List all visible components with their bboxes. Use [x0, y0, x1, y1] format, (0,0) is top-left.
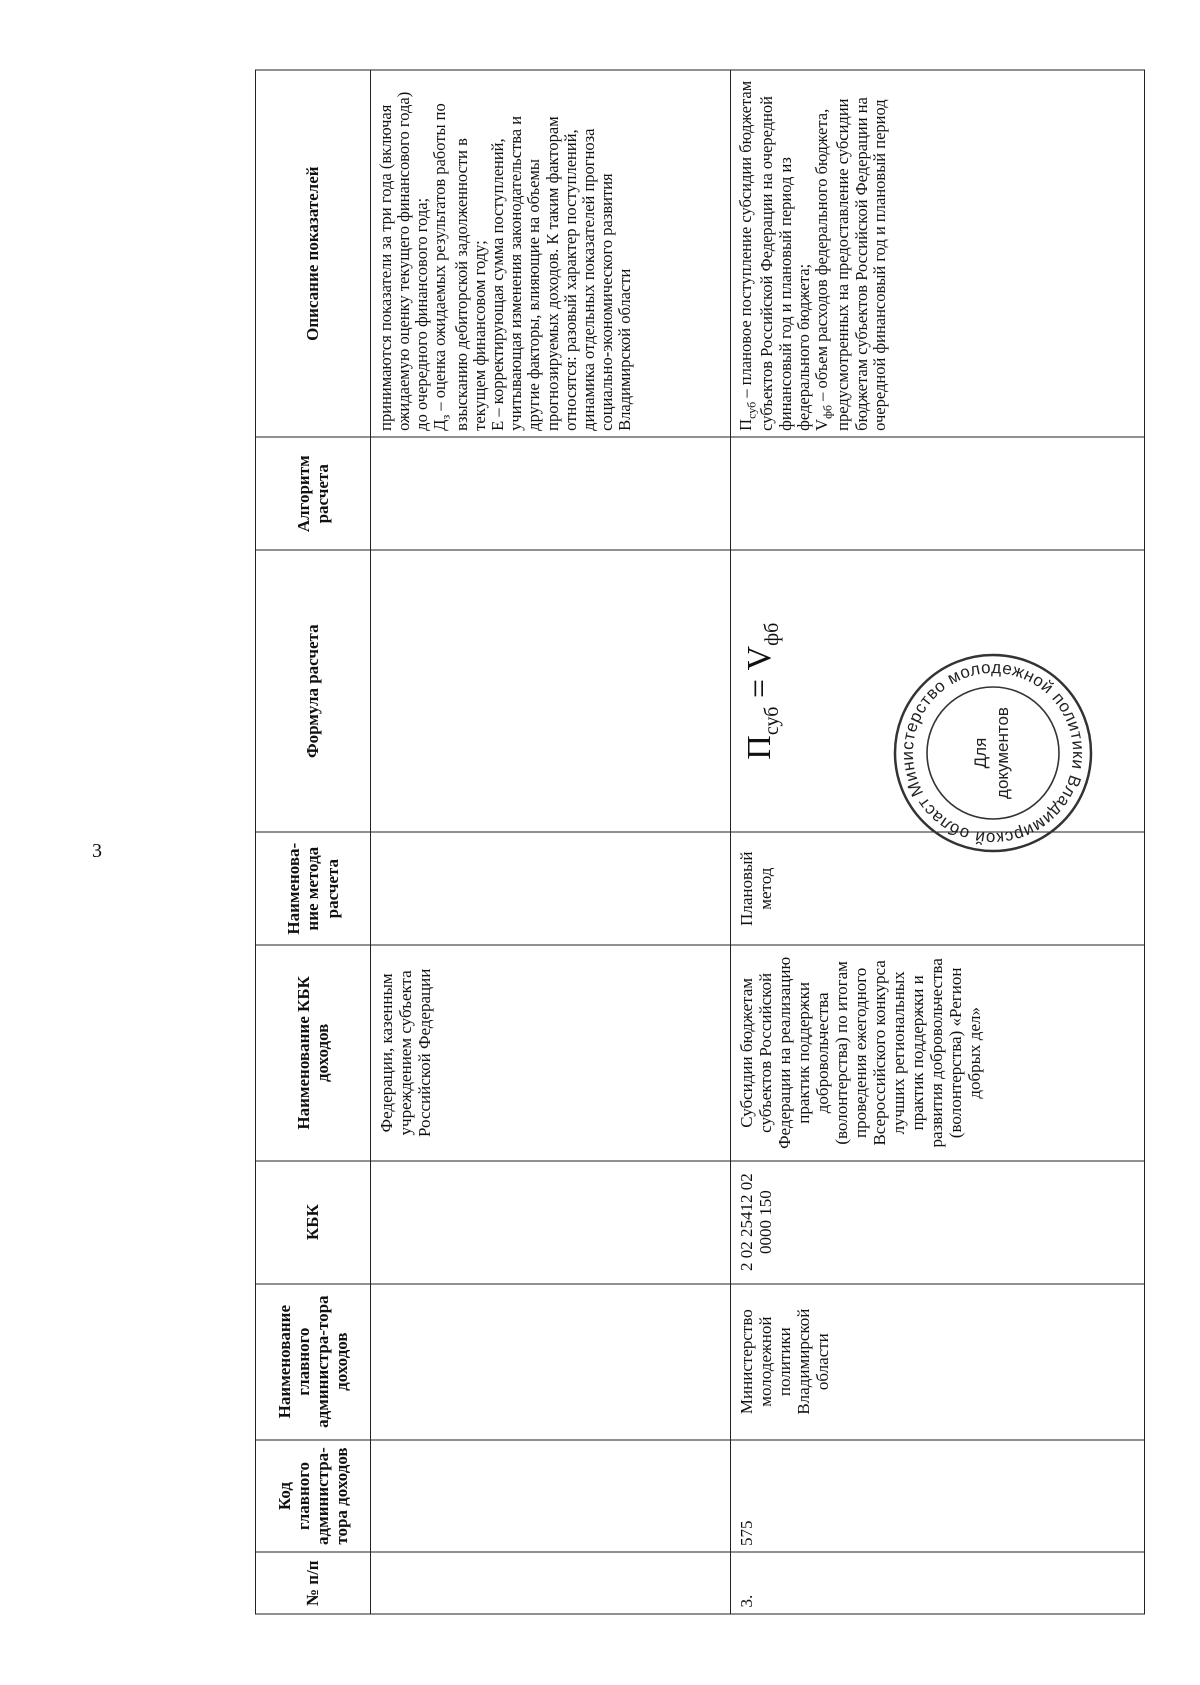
row1-algorithm [371, 437, 731, 550]
page-number: 3 [92, 840, 102, 862]
stamp-center-line2: документов [993, 707, 1012, 799]
row2-code: 575 [731, 1440, 1145, 1553]
formula-right-sub: фб [760, 622, 783, 646]
row2-desc-v-sub: фб [820, 405, 835, 419]
row1-num [371, 1552, 731, 1614]
row1-description [371, 70, 731, 437]
row2-num: 3. [731, 1552, 1145, 1614]
header-code: Код главного администра-тора доходов [256, 1440, 371, 1553]
row1-desc-part2: – оценка ожидаемых результатов работы по взысканию дебиторской задолженности в текущем финансовом году; [430, 103, 490, 431]
row2-description [731, 70, 1145, 437]
row1-kbk-name: Федерации, казенным учреждением субъекта Российской Федерации [371, 945, 731, 1160]
row1-desc-d: Д [430, 419, 450, 431]
header-kbk: КБК [256, 1161, 371, 1284]
row1-code [371, 1440, 731, 1553]
header-num: № п/п [256, 1552, 371, 1614]
row1-desc-part3: Е – корректирующая сумма поступлений, учитывающая изменения законодательства и другие факторы, влияющие на объемы прогнозируемых доходов. К таким факторам относятся: разовый характер поступлений, динамика отдельных показателей прогноза социально-экономического развития Владимирской области [488, 115, 635, 431]
row2-desc-v: V [811, 418, 831, 431]
table-row [371, 70, 731, 1614]
formula-left-sub: суб [760, 706, 783, 736]
stamp-center-line1: Для [971, 737, 990, 769]
table-header-row [256, 70, 371, 1614]
row1-method-name [371, 832, 731, 945]
row2-admin-name: Министерство молодежной политики Владимирской области [731, 1284, 1145, 1440]
row2-kbk-name: Субсидии бюджетам субъектов Российской Федерации на реализацию практик поддержки добровольчества (волонтерства) по итогам проведения ежегодного Всероссийского конкурса лучших региональных практик поддержки и развития добровольчества (волонтерства) «Регион добрых дел» [731, 945, 1145, 1160]
header-method-name: Наименова-ние метода расчета [256, 832, 371, 945]
row2-desc-p: П [736, 418, 755, 431]
row2-algorithm [731, 437, 1145, 550]
row2-kbk: 2 02 25412 02 0000 150 [731, 1161, 1145, 1284]
row1-desc-part1: принимаются показатели за три года (включая ожидаемую оценку текущего финансового года) до очередного финансового года; [376, 91, 432, 431]
header-admin-name: Наименование главного администра-тора доходов [256, 1284, 371, 1440]
row2-desc-p-sub: суб [744, 401, 759, 419]
row1-desc-d-sub: з [438, 414, 453, 420]
row1-admin-name [371, 1284, 731, 1440]
formula-left: П [741, 735, 778, 760]
stamp-ring-text: Министерство молодежной политики Владимирской области [897, 657, 1089, 849]
header-algorithm: Алгоритм расчета [256, 437, 371, 550]
official-stamp [888, 648, 1098, 858]
row1-kbk [371, 1161, 731, 1284]
row2-desc-part2: – объем расходов федерального бюджета, предусмотренных на предоставление субсидии бюджетам субъектов Российской Федерации на очередной финансовый год и плановый период [811, 97, 889, 431]
formula-eq: = V [741, 645, 778, 707]
header-description: Описание показателей [256, 70, 371, 437]
row2-desc-part1: – плановое поступление субсидии бюджетам субъектов Российской Федерации на очередной финансовый год и плановый период из федерального бюджета; [736, 80, 813, 431]
header-kbk-name: Наименование КБК доходов [256, 945, 371, 1160]
row1-formula [371, 550, 731, 832]
header-formula: Формула расчета [256, 550, 371, 832]
row2-method-name: Плановый метод [731, 832, 1145, 945]
